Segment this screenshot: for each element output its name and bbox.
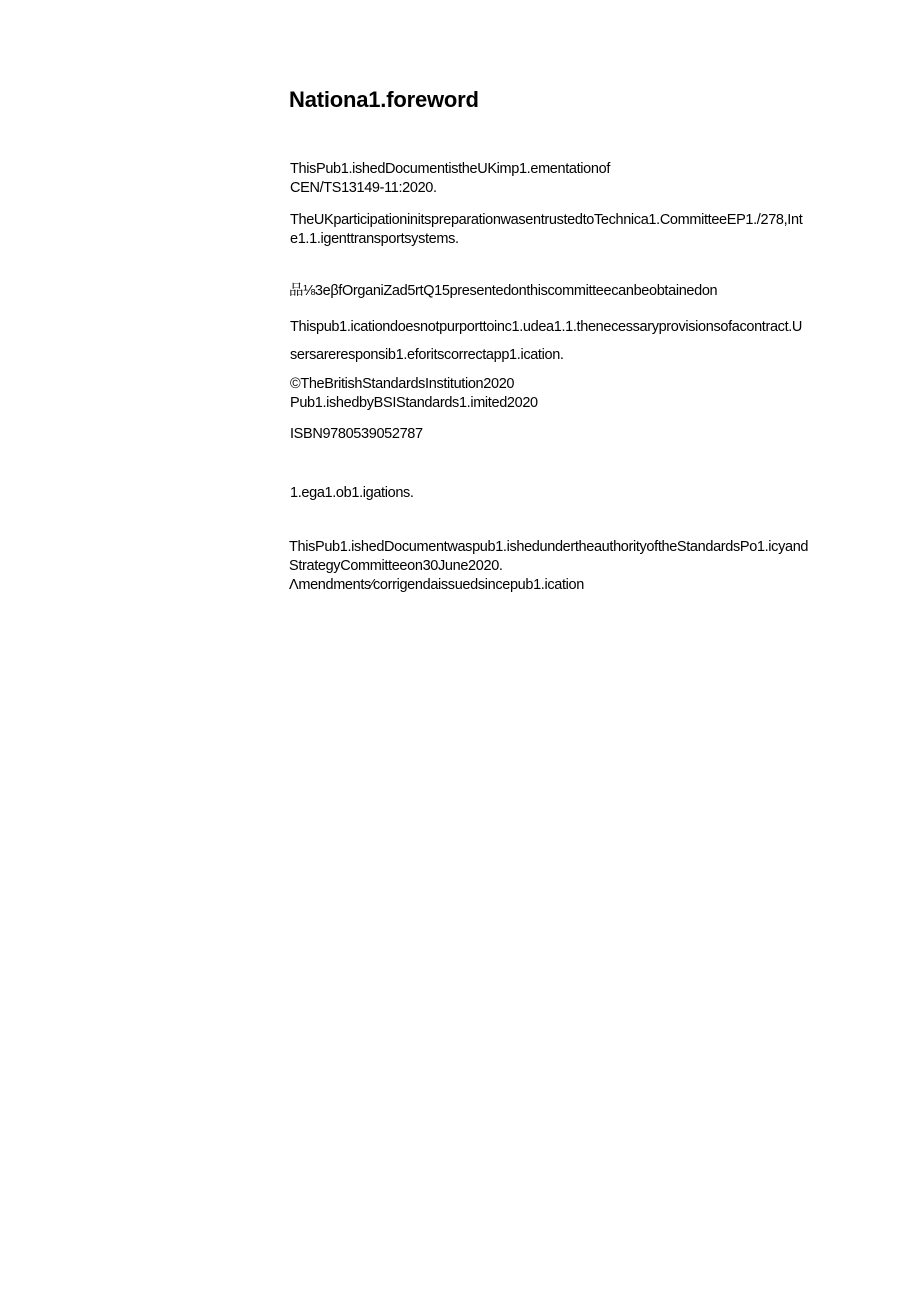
copyright-line: ©TheBritishStandardsInstitution2020 — [290, 376, 515, 392]
foreword-section — [289, 86, 889, 593]
page-title: Nationa1.foreword — [289, 87, 479, 112]
authority-line-2: StrategyCommitteeon30June2020. — [289, 558, 503, 574]
participation-paragraph — [290, 211, 802, 249]
organizations-paragraph: 品⅛3eβfOrganiZad5rtQ15presentedonthiscommitteecanbeobtainedon — [289, 283, 718, 299]
copyright-paragraph — [290, 375, 538, 413]
implementation-line-2: CEN/TS13149-11:2020. — [290, 180, 437, 196]
implementation-line-1: ThisPub1.ishedDocumentistheUKimp1.ementationof — [290, 161, 610, 177]
authority-paragraph — [289, 538, 808, 595]
publisher-line: Pub1.ishedbyBSIStandards1.imited2020 — [290, 395, 538, 411]
authority-line-1: ThisPub1.ishedDocumentwaspub1.ishedundertheauthorityoftheStandardsPo1.icyand — [289, 539, 809, 555]
participation-line-1: TheUKparticipationinitspreparationwasentrustedtoTechnica1.CommitteeEP1./278,Int — [290, 212, 803, 228]
legal-obligations-heading: 1.ega1.ob1.igations. — [290, 485, 414, 501]
implementation-paragraph — [290, 160, 610, 198]
amendments-line: Λmendments∕corrigendaissuedsincepub1.ication — [289, 577, 584, 593]
isbn-text: ISBN9780539052787 — [290, 426, 423, 442]
contract-paragraph-line-1: Thispub1.icationdoesnotpurporttoinc1.udea1.1.thenecessaryprovisionsofacontract.U — [290, 319, 803, 335]
contract-paragraph-line-2: sersareresponsib1.eforitscorrectapp1.ication. — [290, 347, 564, 363]
participation-line-2: e1.1.igenttransportsystems. — [290, 231, 459, 247]
